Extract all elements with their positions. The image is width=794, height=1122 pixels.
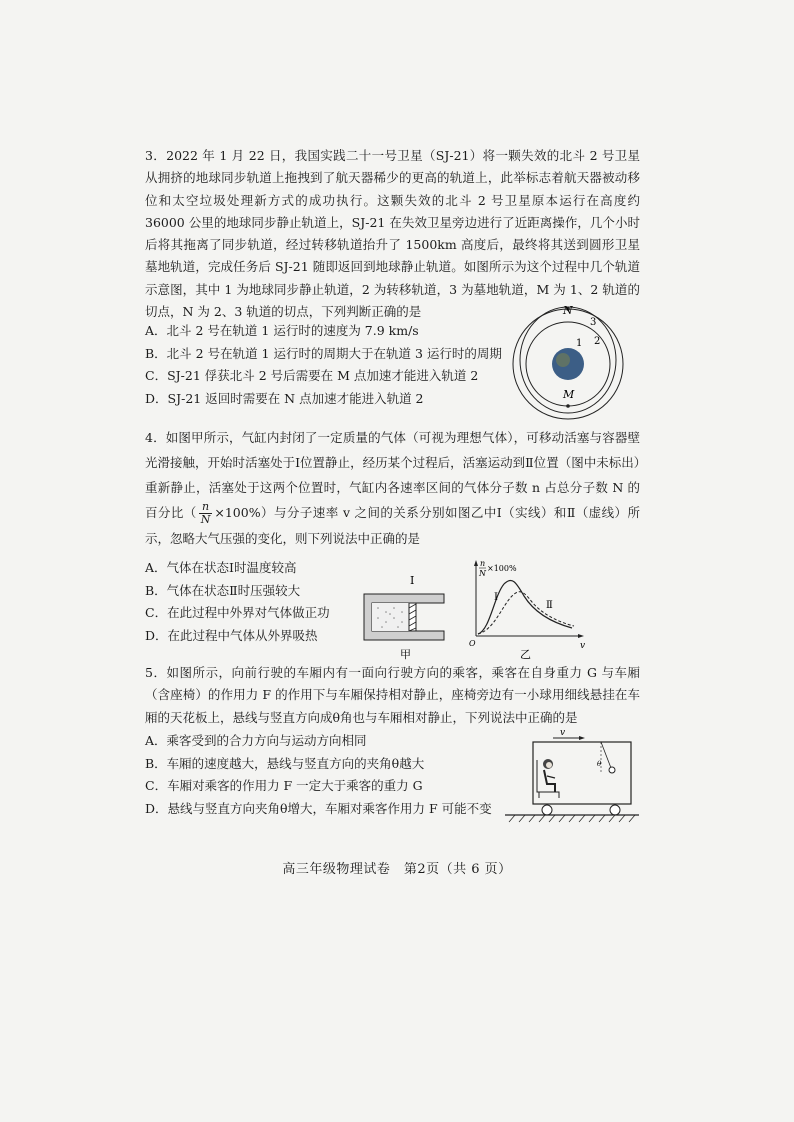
- question-stem: 2022 年 1 月 22 日，我国实践二十一号卫星（SJ-21）将一颗失效的北斗 2 号卫星从拥挤的地球同步轨道上拖拽到了航天器稀少的更高的轨道上，此举标志着航天器被动移位和太空垃圾处理新方式的成功执行。这颗失效的北斗 2 号卫星原本运行在高度约 36000 公里的地球同步静止轨道上，SJ-21 在失效卫星旁边进行了近距离操作，几个小时后将其拖离了同步轨道，经过转移轨道抬升了 1500km 高度后，最终将其送到圆形卫星墓地轨道，完成任务后 SJ-21 随即返回到地球静止轨道。如图所示为这个过程中几个轨道示意图，其中 1 为地球同步静止轨道，2 为转移轨道，3 为墓地轨道，M 为 1、2 轨道的切点，N 为 2、3 轨道的切点，下列判断正确的是: [145, 148, 640, 320]
- question-4: [145, 425, 640, 551]
- question-stem: 如图所示，向前行驶的车厢内有一面向行驶方向的乘客，乘客在自身重力 G 与车厢（含座椅）的作用力 F 的作用下与车厢保持相对静止，座椅旁边有一小球用细线悬挂在车厢的天花板上，悬线与竖直方向成θ角也与车厢相对静止，下列说法中正确的是: [145, 665, 641, 725]
- option-d: D．SJ-21 返回时需要在 N 点加速才能进入轨道 2: [145, 390, 424, 406]
- y-label-n: n: [480, 559, 486, 568]
- label-2: 2: [594, 336, 601, 347]
- option-b: B．北斗 2 号在轨道 1 运行时的周期大于在轨道 3 运行时的周期: [145, 345, 502, 361]
- origin-label: O: [469, 639, 476, 648]
- label-m: M: [563, 388, 575, 401]
- earth-land: [556, 353, 570, 367]
- label-3: 3: [590, 317, 597, 328]
- pendulum-string: [601, 742, 611, 768]
- ground-hatching: [509, 815, 635, 822]
- theta-label: θ: [597, 760, 602, 768]
- curve-i: [478, 580, 572, 634]
- point-m-dot: [566, 404, 570, 408]
- carriage-body: [533, 742, 631, 804]
- question-stem-a: 如图甲所示，气缸内封闭了一定质量的气体（可视为理想气体），可移动活塞与容器壁光滑接触，开始时活塞处于Ⅰ位置静止，经历某个过程后，活塞运动到Ⅱ位置（图中未标出）重新静止，活塞处于这两个位置时，气缸内各速率区间的气体分子数 n 占总分子数 N 的百分比（: [145, 430, 640, 520]
- question-number: 4．: [145, 430, 166, 445]
- carriage-figure: [505, 726, 640, 824]
- wheel-left: [542, 805, 552, 815]
- pendulum-ball: [609, 767, 615, 773]
- question-stem-b: ）与分子速率 v 之间的关系分别如图乙中Ⅰ（实线）和Ⅱ（虚线）所示，忽略大气压强的变化，则下列说法中正确的是: [145, 505, 640, 546]
- question-3-options: [145, 320, 525, 410]
- curve-ii-label: Ⅱ: [546, 600, 553, 611]
- option-a: A．乘客受到的合力方向与运动方向相同: [145, 733, 367, 748]
- speed-distribution-graph: [468, 556, 588, 664]
- fraction-tail: ×100%: [214, 505, 261, 520]
- option-c: C．车厢对乘客的作用力 F 一定大于乘客的重力 G: [145, 778, 423, 793]
- question-3: [145, 145, 640, 323]
- velocity-label: v: [560, 728, 566, 738]
- x-axis-arrow: [578, 634, 584, 638]
- question-4-options: [145, 557, 385, 647]
- label-n: N: [563, 304, 573, 317]
- caption-jia: 甲: [400, 648, 411, 661]
- option-b: B．气体在状态Ⅱ时压强较大: [145, 582, 301, 598]
- caption-yi: 乙: [520, 648, 531, 661]
- question-number: 5．: [145, 665, 167, 680]
- y-label-tail: ×100%: [487, 564, 517, 573]
- option-c: C．SJ-21 俘获北斗 2 号后需要在 M 点加速才能进入轨道 2: [145, 368, 479, 383]
- gas-region: [372, 603, 409, 631]
- question-5-options: [145, 730, 525, 820]
- curve-i-label: Ⅰ: [494, 592, 498, 603]
- label-1: 1: [576, 338, 583, 349]
- option-a: A．气体在状态Ⅰ时温度较高: [145, 560, 297, 575]
- option-a: A．北斗 2 号在轨道 1 运行时的速度为 7.9 km/s: [145, 323, 419, 338]
- label-position-i: Ⅰ: [410, 574, 415, 587]
- cylinder-figure: [360, 572, 456, 662]
- y-label-N: N: [479, 569, 486, 578]
- x-label: v: [580, 641, 586, 651]
- option-b: B．车厢的速度越大，悬线与竖直方向的夹角θ越大: [145, 755, 425, 771]
- fraction: [199, 501, 213, 526]
- page-footer: 高三年级物理试卷 第2页（共 6 页）: [282, 862, 512, 877]
- question-number: 3．: [145, 148, 167, 163]
- fraction-denominator: N: [200, 513, 211, 526]
- option-d: D．悬线与竖直方向夹角θ增大，车厢对乘客作用力 F 可能不变: [145, 800, 492, 816]
- question-5: [145, 662, 640, 729]
- option-c: C．在此过程中外界对气体做正功: [145, 605, 330, 620]
- fraction-numerator: n: [199, 501, 213, 514]
- option-d: D．在此过程中气体从外界吸热: [145, 627, 318, 643]
- wheel-right: [610, 805, 620, 815]
- orbit-diagram: [508, 300, 628, 424]
- passenger: [543, 759, 555, 792]
- y-axis-arrow: [474, 560, 478, 566]
